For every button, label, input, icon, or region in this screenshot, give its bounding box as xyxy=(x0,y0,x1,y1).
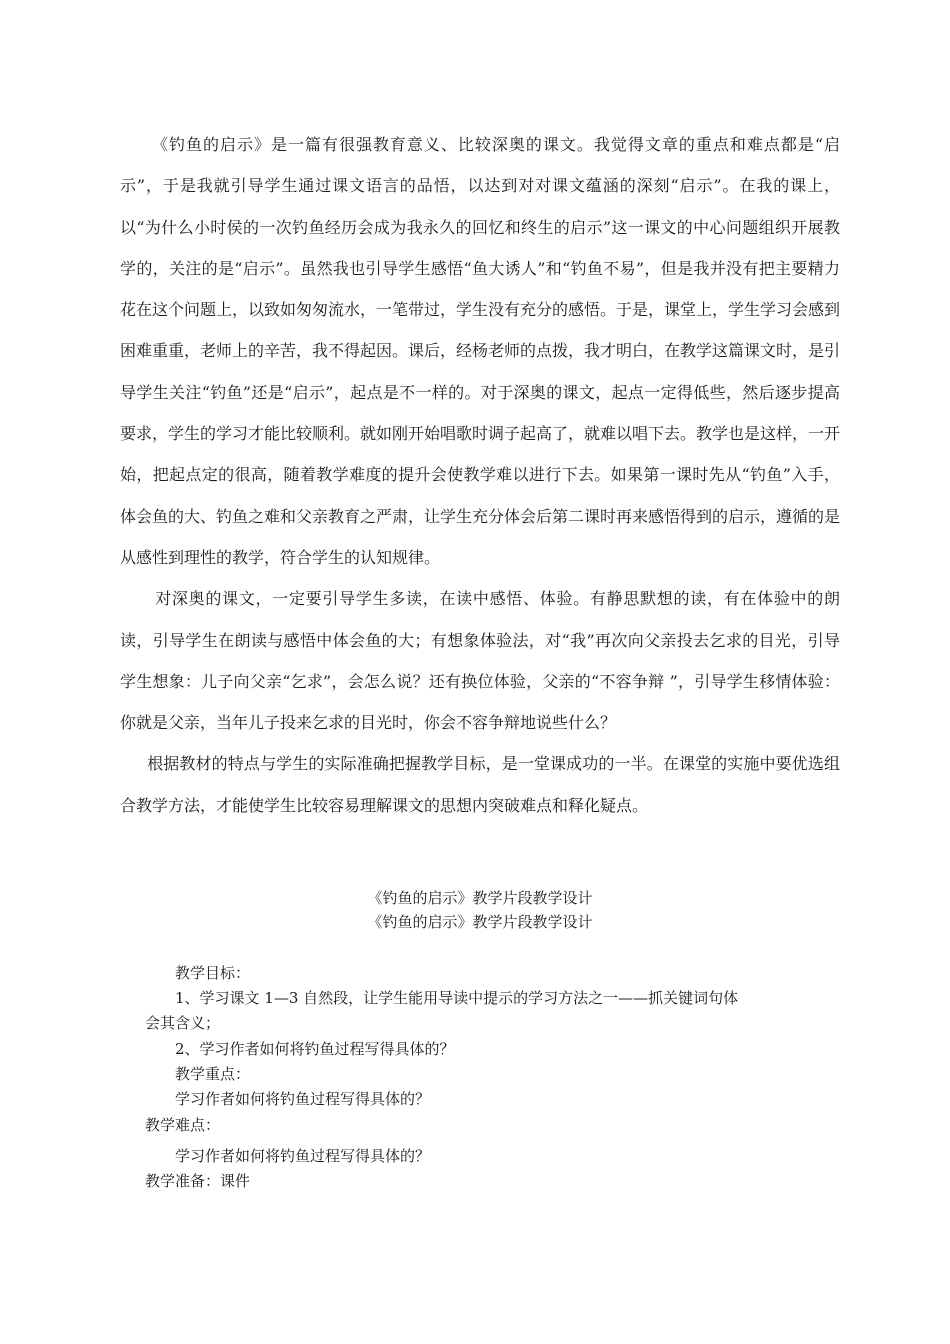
goal-2: 2、学习作者如何将钓鱼过程写得具体的？ xyxy=(175,1040,455,1058)
design-title: 《钓鱼的启示》教学片段教学设计 xyxy=(367,889,593,907)
goals-label: 教学目标： xyxy=(175,964,251,982)
reflection-paragraph-2: 对深奥的课文，一定要引导学生多读，在读中感悟、体验。有静思默想的读，有在体验中的朗读，引导学生在朗读与感悟中体会鱼的大；有想象体验法，对“我”再次向父亲投去乞求的目光，引导学生想象：儿子向父亲“乞求”，会怎么说？还有换位体验，父亲的“不容争辩 ”，引导学生移情体验：你就是父亲，当年儿子投来乞求的目光时，你会不容争辩地说些什么？ xyxy=(120,589,840,733)
reflection-paragraph-1: 《钓鱼的启示》是一篇有很强教育意义、比较深奥的课文。我觉得文章的重点和难点都是“启示”，于是我就引导学生通过课文语言的品悟，以达到对对课文蕴涵的深刻“启示”。在我的课上，以“为什么小时侯的一次钓鱼经历会成为我永久的回忆和终生的启示”这一课文的中心问题组织开展教学的，关注的是“启示”。虽然我也引导学生感悟“鱼大诱人”和“钓鱼不易”，但是我并没有把主要精力花在这个问题上，以致如匆匆流水，一笔带过，学生没有充分的感悟。于是，课堂上，学生学习会感到困难重重，老师上的辛苦，我不得起因。课后，经杨老师的点拨，我才明白，在教学这篇课文时，是引导学生关注“钓鱼”还是“启示”，起点是不一样的。对于深奥的课文，起点一定得低些，然后逐步提高要求，学生的学习才能比较顺利。就如刚开始唱歌时调子起高了，就难以唱下去。教学也是这样，一开始，把起点定的很高，随着教学难度的提升会使教学难以进行下去。如果第一课时先从“钓鱼”入手，体会鱼的大、钓鱼之难和父亲教育之严肃，让学生充分体会后第二课时再来感悟得到的启示，遵循的是从感性到理性的教学，符合学生的认知规律。 xyxy=(120,135,841,567)
key-point-text: 学习作者如何将钓鱼过程写得具体的？ xyxy=(175,1090,431,1108)
goal-1-line-1: 1、学习课文 1—3 自然段，让学生能用导读中提示的学习方法之一——抓关键词句体 xyxy=(175,989,739,1007)
reflection-paragraph-3: 根据教材的特点与学生的实际准确把握教学目标，是一堂课成功的一半。在课堂的实施中要优选组合教学方法，才能使学生比较容易理解课文的思想内突破难点和释化疑点。 xyxy=(120,754,840,815)
design-title-repeat: 《钓鱼的启示》教学片段教学设计 xyxy=(367,913,593,931)
design-titles xyxy=(120,886,840,934)
key-point-label: 教学重点： xyxy=(175,1065,251,1083)
teaching-reflection xyxy=(120,124,840,826)
goal-1-line-2: 会其含义； xyxy=(145,1014,221,1032)
difficulty-label: 教学难点： xyxy=(145,1116,221,1134)
preparation: 教学准备：课件 xyxy=(145,1172,251,1190)
difficulty-text: 学习作者如何将钓鱼过程写得具体的？ xyxy=(175,1147,431,1165)
